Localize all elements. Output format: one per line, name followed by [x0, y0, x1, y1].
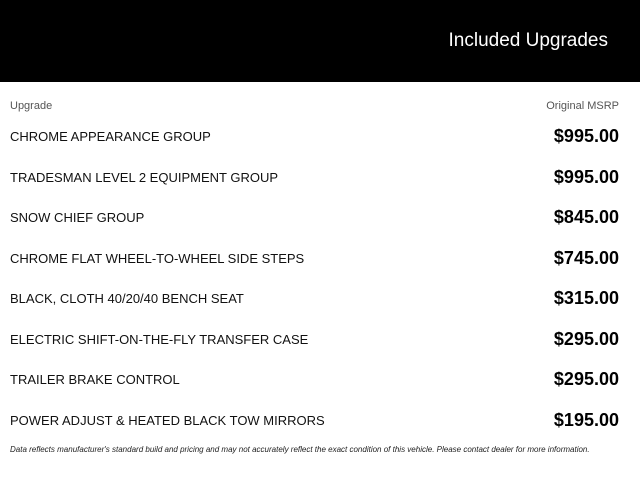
- upgrade-name: POWER ADJUST & HEATED BLACK TOW MIRRORS: [10, 412, 325, 428]
- upgrade-price: $315.00: [553, 288, 619, 308]
- upgrade-name: ELECTRIC SHIFT-ON-THE-FLY TRANSFER CASE: [10, 331, 309, 347]
- upgrade-price: $995.00: [553, 166, 619, 187]
- disclaimer-text: Data reflects manufacturer's standard build and pricing and may not accurately reflect the exact condition of this vehicle. Please contact dealer for more information.: [10, 445, 590, 454]
- table-row: [0, 237, 640, 278]
- table-row: [0, 358, 640, 399]
- upgrade-price: $295.00: [553, 369, 619, 389]
- upgrade-price: $195.00: [553, 409, 619, 430]
- table-row: [0, 318, 640, 359]
- column-header-msrp: Original MSRP: [546, 100, 619, 112]
- upgrade-name: TRAILER BRAKE CONTROL: [10, 372, 180, 387]
- upgrade-name: BLACK, CLOTH 40/20/40 BENCH SEAT: [10, 291, 244, 306]
- table-row: [0, 156, 640, 197]
- header-banner: [0, 0, 640, 82]
- upgrade-price: $845.00: [553, 207, 619, 227]
- table-row: [0, 277, 640, 318]
- upgrade-name: CHROME APPEARANCE GROUP: [10, 129, 211, 144]
- upgrade-name: SNOW CHIEF GROUP: [10, 210, 145, 225]
- table-row: [0, 115, 640, 156]
- table-row: [0, 399, 640, 440]
- upgrades-table: [0, 115, 640, 439]
- upgrade-price: $995.00: [553, 126, 619, 146]
- upgrade-name: CHROME FLAT WHEEL-TO-WHEEL SIDE STEPS: [10, 250, 305, 266]
- column-header-upgrade: Upgrade: [10, 100, 53, 112]
- upgrade-price: $295.00: [553, 328, 619, 349]
- table-row: [0, 196, 640, 237]
- page-title: Included Upgrades: [448, 30, 608, 51]
- upgrade-name: TRADESMAN LEVEL 2 EQUIPMENT GROUP: [10, 169, 279, 185]
- upgrade-price: $745.00: [553, 247, 619, 268]
